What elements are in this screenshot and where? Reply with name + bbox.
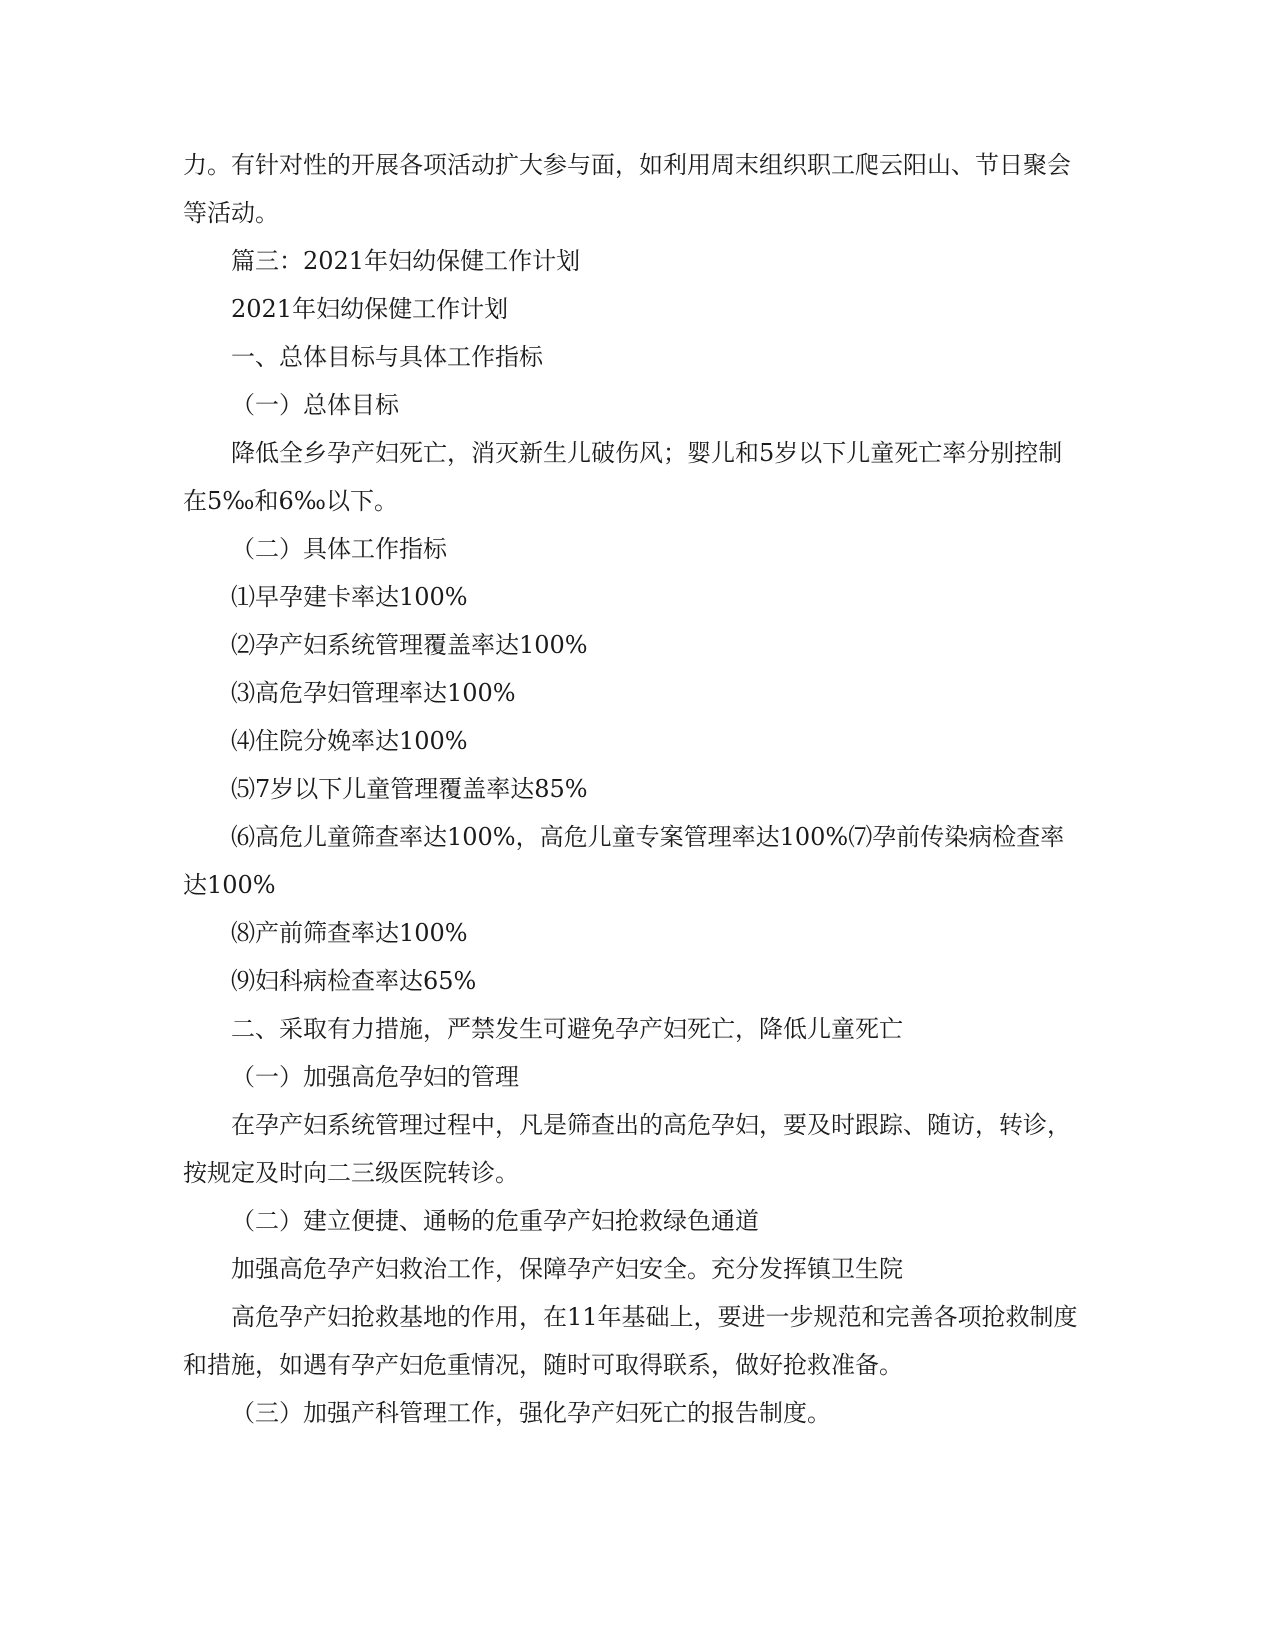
indicator-item-4: ⑷住院分娩率达100% (231, 727, 468, 755)
indicator-item-1: ⑴早孕建卡率达100% (231, 583, 468, 611)
subheading-overall-goal: （一）总体目标 (231, 391, 399, 419)
indicator-item-3: ⑶高危孕妇管理率达100% (231, 679, 516, 707)
paragraph-rescue-work: 加强高危孕产妇救治工作，保障孕产妇安全。充分发挥镇卫生院 (231, 1255, 903, 1283)
subheading-green-channel: （二）建立便捷、通畅的危重孕产妇抢救绿色通道 (231, 1207, 759, 1235)
subheading-work-indicators: （二）具体工作指标 (231, 535, 447, 563)
document-body (183, 141, 1083, 1437)
paragraph-continuation: 力。有针对性的开展各项活动扩大参与面，如利用周末组织职工爬云阳山、节日聚会等活动。 (183, 151, 1071, 227)
paragraph-goal-description: 降低全乡孕产妇死亡，消灭新生儿破伤风；婴儿和5岁以下儿童死亡率分别控制在5‰和6‰以下。 (183, 439, 1063, 515)
document-title: 2021年妇幼保健工作计划 (231, 295, 509, 323)
indicator-item-9: ⑼妇科病检查率达65% (231, 967, 477, 995)
indicator-item-5: ⑸7岁以下儿童管理覆盖率达85% (231, 775, 588, 803)
heading-overall-goals: 一、总体目标与具体工作指标 (231, 343, 543, 371)
subheading-high-risk-management: （一）加强高危孕妇的管理 (231, 1063, 519, 1091)
paragraph-rescue-base: 高危孕产妇抢救基地的作用，在11年基础上，要进一步规范和完善各项抢救制度和措施，如遇有孕产妇危重情况，随时可取得联系，做好抢救准备。 (183, 1303, 1078, 1379)
section-title-part-three: 篇三：2021年妇幼保健工作计划 (231, 247, 581, 275)
indicator-item-8: ⑻产前筛查率达100% (231, 919, 468, 947)
subheading-obstetric-management: （三）加强产科管理工作，强化孕产妇死亡的报告制度。 (231, 1399, 831, 1427)
indicator-item-6-7: ⑹高危儿童筛查率达100%，高危儿童专案管理率达100%⑺孕前传染病检查率达100% (183, 823, 1065, 899)
indicator-item-2: ⑵孕产妇系统管理覆盖率达100% (231, 631, 588, 659)
heading-measures: 二、采取有力措施，严禁发生可避免孕产妇死亡，降低儿童死亡 (231, 1015, 903, 1043)
paragraph-high-risk-management: 在孕产妇系统管理过程中，凡是筛查出的高危孕妇，要及时跟踪、随访，转诊，按规定及时向二三级医院转诊。 (183, 1111, 1071, 1187)
